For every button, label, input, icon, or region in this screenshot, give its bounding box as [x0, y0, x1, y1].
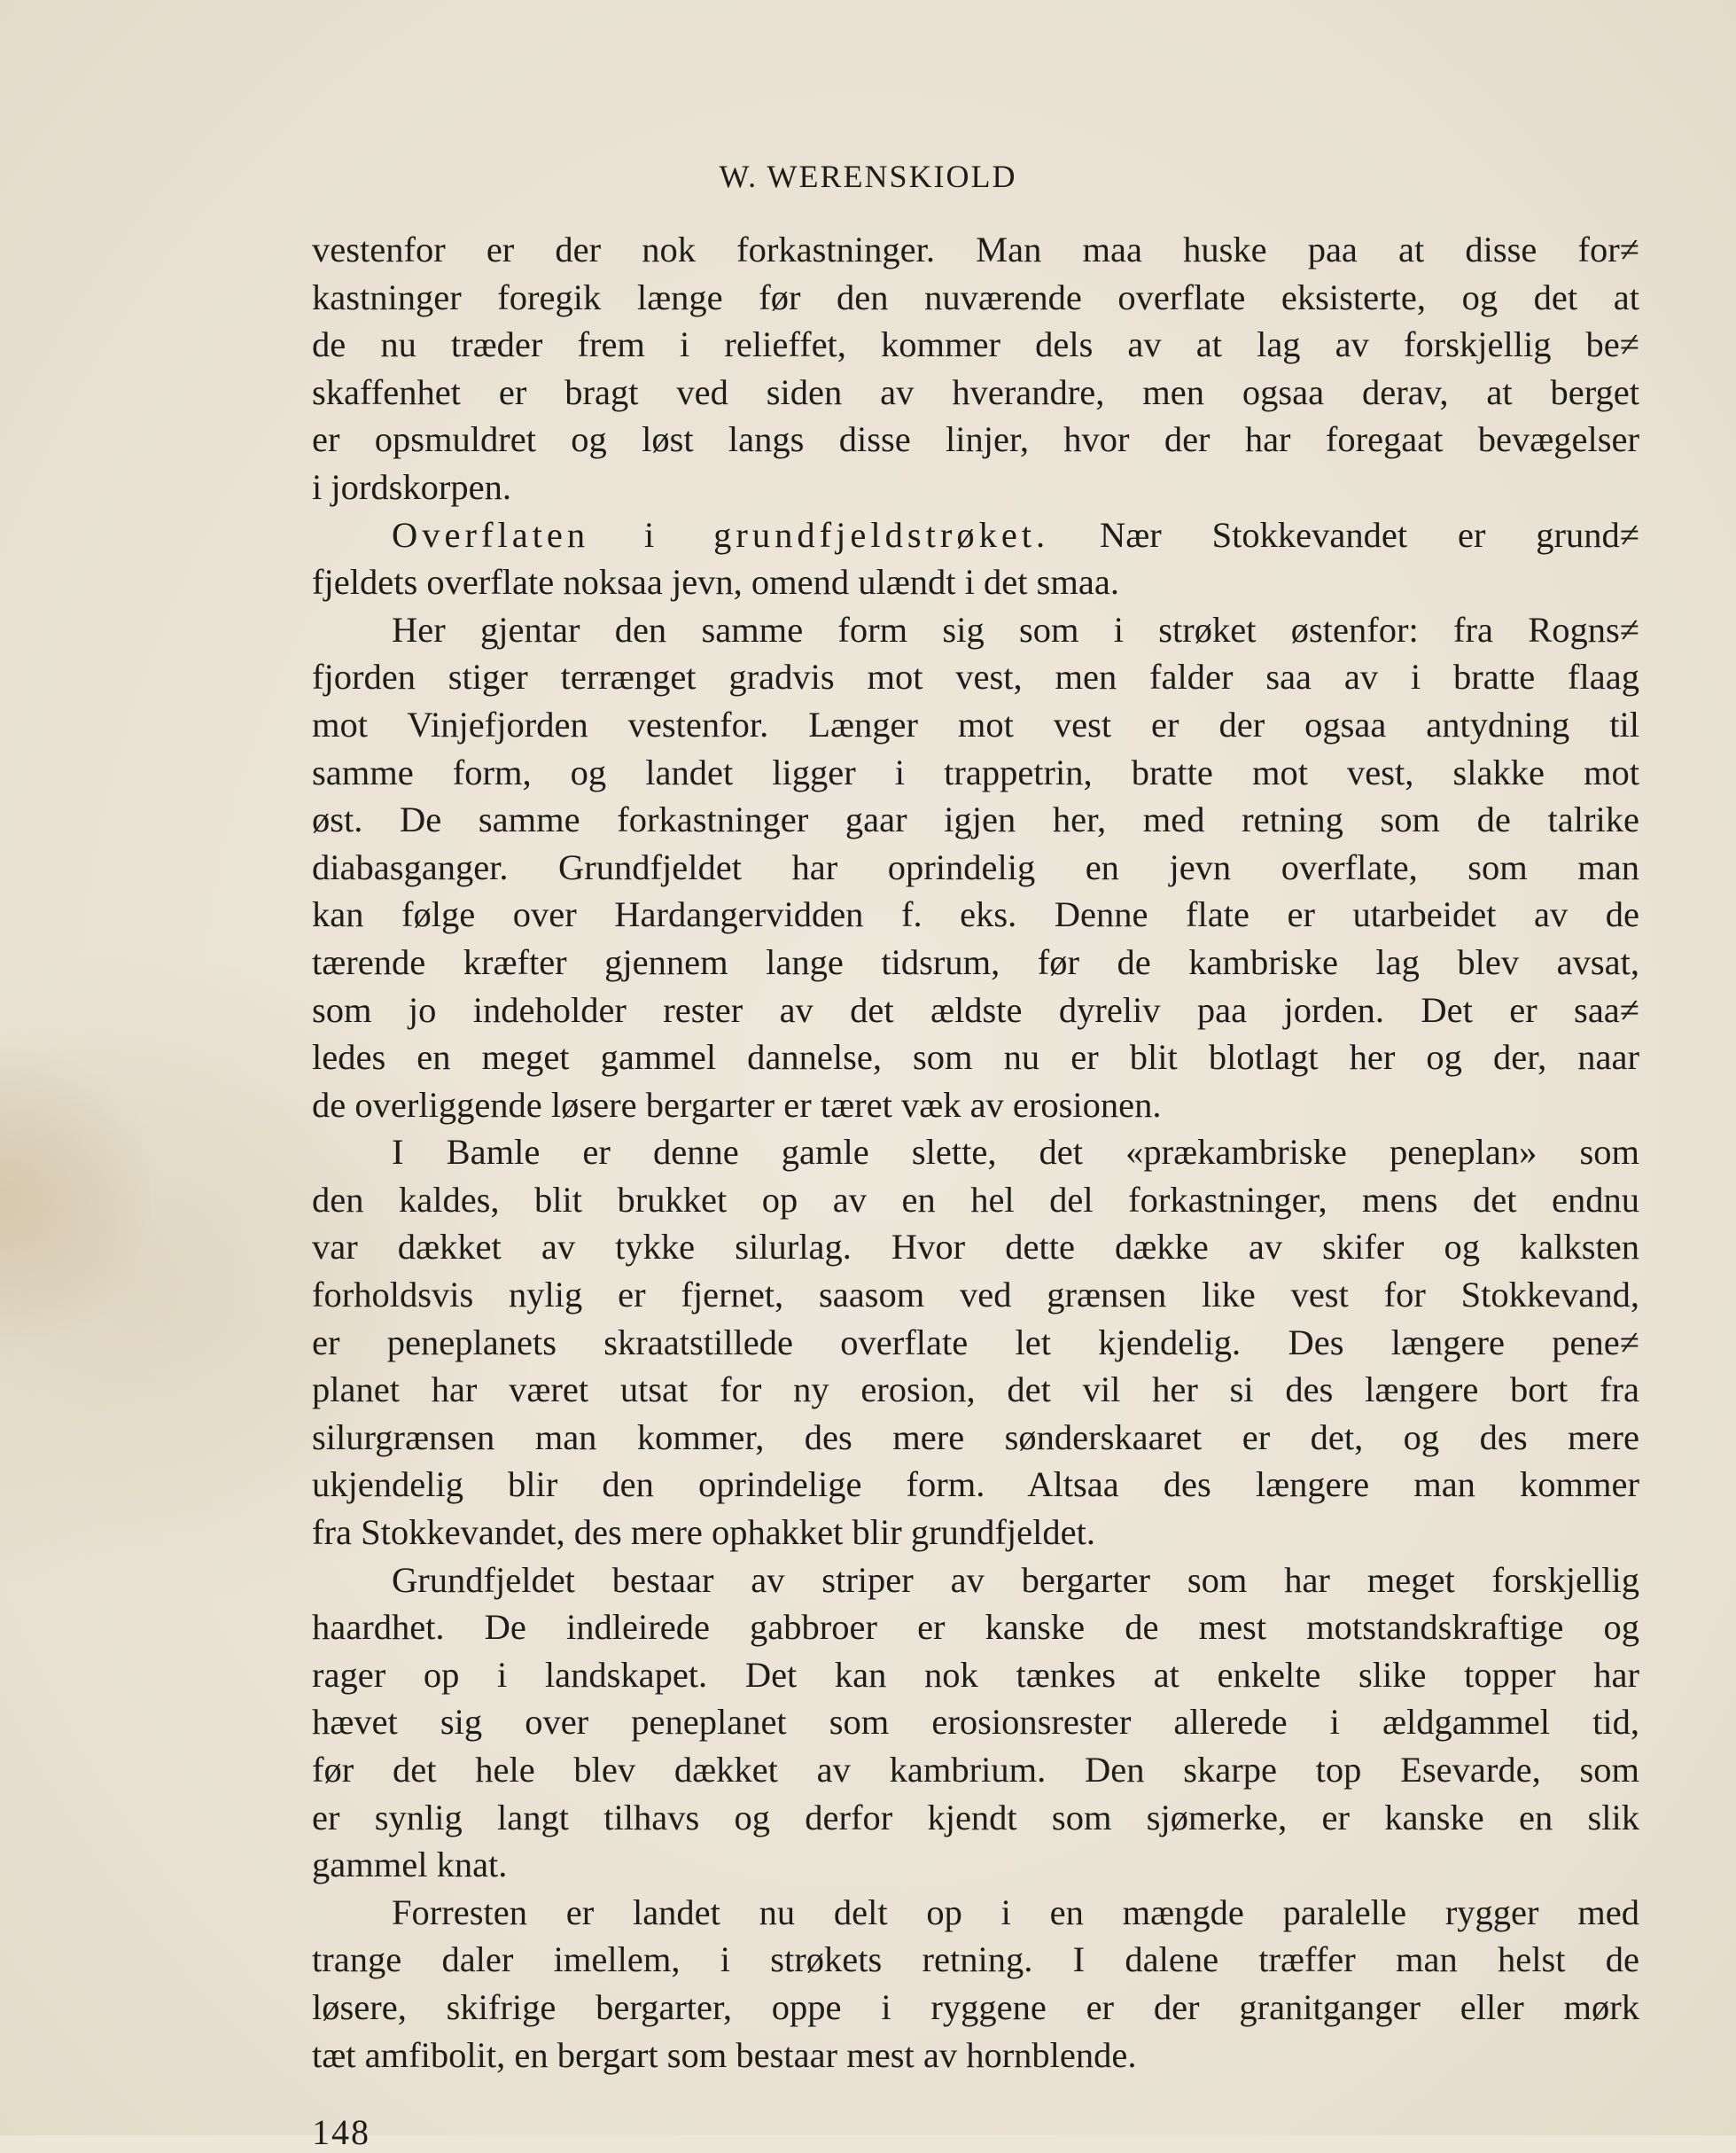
- text-line: kan følge over Hardangervidden f. eks. Denne flate er utarbeidet av de: [312, 894, 1639, 935]
- text-run: Nær Stokkevandet er grund≠: [1100, 514, 1639, 555]
- text-line: fjorden stiger terrænget gradvis mot vest, men falder saa av i bratte flaag: [312, 657, 1639, 698]
- text-line: de nu træder frem i relieffet, kommer dels av at lag av forskjellig be≠: [312, 324, 1639, 365]
- section-heading-line: [312, 511, 1639, 559]
- text-line: er synlig langt tilhavs og derfor kjendt som sjømerke, er kanske en slik: [312, 1797, 1639, 1837]
- section-heading: Overflaten i grundfjeldstrøket.: [392, 514, 1050, 555]
- text-line: skaffenhet er bragt ved siden av hverandre, men ogsaa derav, at berget: [312, 371, 1639, 412]
- text-line: Her gjentar den samme form sig som i strøket østenfor: fra Rogns≠: [392, 609, 1639, 650]
- text-line: før det hele blev dækket av kambrium. Den skarpe top Esevarde, som: [312, 1750, 1639, 1790]
- text-line: tæt amfibolit, en bergart som bestaar mest av hornblende.: [312, 2034, 1137, 2075]
- text-line: er opsmuldret og løst langs disse linjer, hvor der har foregaat bevægelser: [312, 419, 1639, 460]
- text-line: diabasganger. Grundfjeldet har oprindelig en jevn overflate, som man: [312, 846, 1639, 887]
- text-line: hævet sig over peneplanet som erosionsrester allerede i ældgammel tid,: [312, 1702, 1639, 1743]
- text-line: løsere, skifrige bergarter, oppe i ryggene er der granitganger eller mørk: [312, 1986, 1639, 2027]
- text-line: trange daler imellem, i strøkets retning. I dalene træffer man helst de: [312, 1939, 1639, 1980]
- text-line: som jo indeholder rester av det ældste dyreliv paa jorden. Det er saa≠: [312, 989, 1639, 1030]
- text-line: Forresten er landet nu delt op i en mængde paralelle rygger med: [392, 1892, 1639, 1932]
- running-head: W. WERENSKIOLD: [719, 159, 1017, 194]
- body-text: [312, 226, 1639, 2079]
- text-line: Grundfjeldet bestaar av striper av bergarter som har meget forskjellig: [392, 1559, 1639, 1600]
- text-line: den kaldes, blit brukket op av en hel del forkastninger, mens det endnu: [312, 1179, 1639, 1220]
- paper-stain: [0, 1046, 151, 1347]
- text-line: øst. De samme forkastninger gaar igjen her, med retning som de talrike: [312, 800, 1639, 840]
- text-line: forholdsvis nylig er fjernet, saasom ved grænsen like vest for Stokkevand,: [312, 1275, 1639, 1315]
- text-line: fjeldets overflate noksaa jevn, omend ulændt i det smaa.: [312, 562, 1119, 603]
- text-line: er peneplanets skraatstillede overflate let kjendelig. Des længere pene≠: [312, 1322, 1639, 1362]
- text-line: vestenfor er der nok forkastninger. Man maa huske paa at disse for≠: [312, 230, 1639, 269]
- text-line: tærende kræfter gjennem lange tidsrum, før de kambriske lag blev avsat,: [312, 941, 1639, 982]
- text-line: de overliggende løsere bergarter er tæret væk av erosionen.: [312, 1084, 1162, 1125]
- text-line: i jordskorpen.: [312, 466, 511, 507]
- text-line: planet har været utsat for ny erosion, det vil her si des længere bort fra: [312, 1369, 1639, 1410]
- text-line: mot Vinjefjorden vestenfor. Længer mot vest er der ogsaa antydning til: [312, 704, 1639, 745]
- text-line: rager op i landskapet. Det kan nok tænkes at enkelte slike topper har: [312, 1654, 1639, 1695]
- text-line: I Bamle er denne gamle slette, det «prækambriske peneplan» som: [392, 1132, 1639, 1173]
- text-line: fra Stokkevandet, des mere ophakket blir grundfjeldet.: [312, 1512, 1095, 1553]
- text-line: gammel knat.: [312, 1845, 508, 1885]
- text-line: ukjendelig blir den oprindelige form. Altsaa des længere man kommer: [312, 1464, 1639, 1505]
- page-number: 148: [312, 2112, 370, 2152]
- text-line: silurgrænsen man kommer, des mere sønderskaaret er det, og des mere: [312, 1416, 1639, 1457]
- text-line: var dækket av tykke silurlag. Hvor dette dække av skifer og kalksten: [312, 1227, 1639, 1268]
- text-line: kastninger foregik længe før den nuværende overflate eksisterte, og det at: [312, 277, 1639, 317]
- text-line: samme form, og landet ligger i trappetrin, bratte mot vest, slakke mot: [312, 752, 1639, 792]
- text-line: haardhet. De indleirede gabbroer er kanske de mest motstandskraftige og: [312, 1607, 1639, 1648]
- text-line: ledes en meget gammel dannelse, som nu er blit blotlagt her og der, naar: [312, 1037, 1639, 1078]
